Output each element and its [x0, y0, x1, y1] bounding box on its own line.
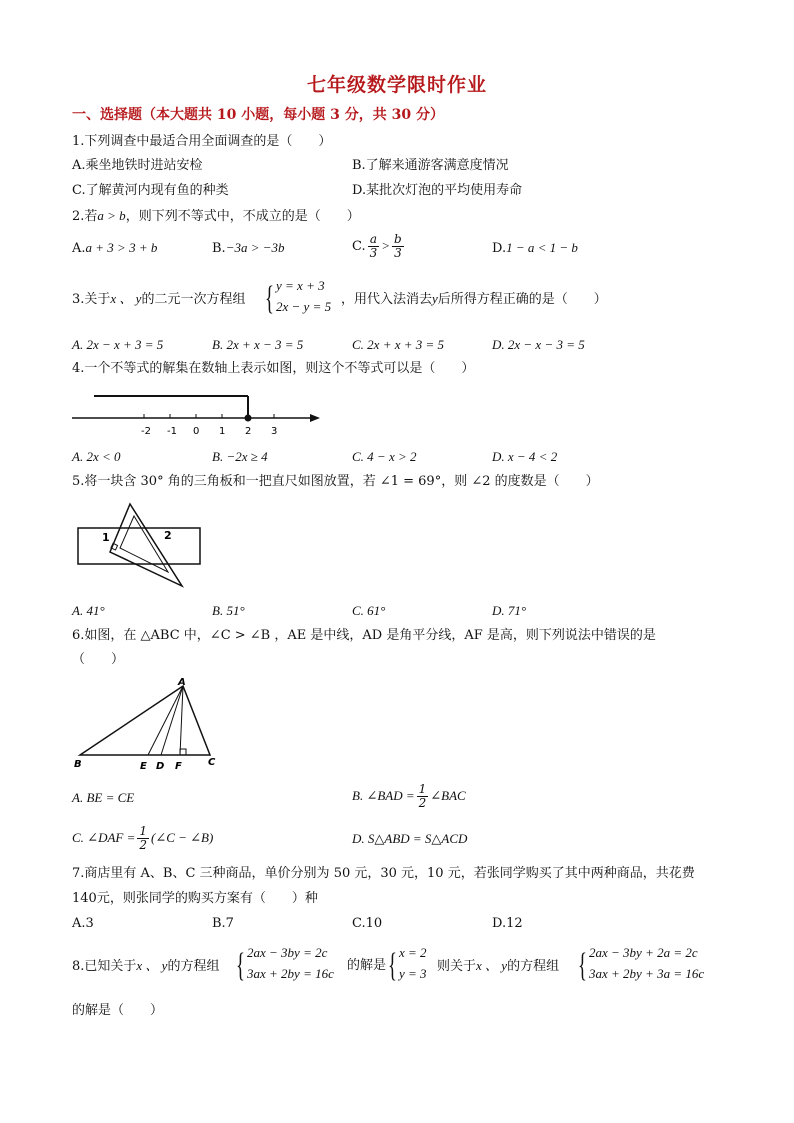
q3-eq1: y = x + 3 [276, 278, 325, 293]
bisector-ad [161, 686, 183, 755]
page-title: 七年级数学限时作业 [306, 74, 487, 96]
q3-option-d: D. 2x − x − 3 = 5 [492, 337, 585, 352]
q4-option-d: D. x − 4 < 2 [492, 449, 558, 464]
q8-stem-b: 的解是 [347, 958, 387, 973]
q3-stem-b: ，用代入法消去y后所得方程正确的是（ ） [341, 291, 607, 307]
q5-option-a: A. 41° [72, 603, 105, 618]
q6-stem: 6.如图，在 △ABC 中，∠C > ∠B ，AE 是中线，AD 是角平分线，AF 是高，则下列说法中错误的是 [72, 628, 656, 643]
q1-option-c: C.了解黄河内现有鱼的种类 [72, 183, 229, 198]
q7-option-a: A.3 [72, 916, 94, 931]
q7-stem-cont: 140元，则张同学的购买方案有（ ）种 [72, 891, 318, 906]
q5-option-c: C. 61° [352, 603, 386, 618]
tick-label: -1 [167, 426, 177, 437]
q2-option-d: D.1 − a < 1 − b [492, 240, 578, 256]
q7-stem: 7.商店里有 A、B、C 三种商品，单价分别为 50 元，30 元，10 元，若张同学购买了其中两种商品，共花费 [72, 866, 695, 881]
q7-option-d: D.12 [492, 916, 523, 931]
q6-option-a: A. BE = CE [72, 790, 135, 805]
vertex-label-c: C [208, 757, 216, 768]
q1-option-d: D.某批次灯泡的平均使用寿命 [352, 183, 523, 198]
angle-label-1: 1 [102, 531, 110, 544]
ruler-shape [78, 528, 200, 564]
q5-option-b: B. 51° [212, 603, 245, 618]
q5-option-d: D. 71° [492, 603, 527, 618]
altitude-af [180, 686, 183, 755]
triangle-abc-figure [72, 676, 232, 772]
point-label-e: E [140, 761, 147, 772]
number-line-figure [72, 388, 327, 440]
q5-stem: 5.将一块含 30° 角的三角板和一把直尺如图放置，若 ∠1 = 69°，则 ∠2 的度数是（ ） [72, 474, 599, 489]
q6-option-c: C. ∠DAF = $\frac{1}{2}$ (∠C − ∠B) [72, 824, 214, 852]
tick-label: 2 [245, 426, 252, 437]
q3-option-a: A. 2x − x + 3 = 5 [72, 337, 164, 352]
ruler-triangle-figure [72, 500, 207, 592]
q6-option-b: B. ∠BAD = $\frac{1}{2}$ ∠BAC [352, 782, 466, 810]
tick-label: 3 [271, 426, 278, 437]
q2-stem-pre: 2.若 [72, 209, 98, 224]
q2-stem [72, 208, 360, 225]
q3-option-b: B. 2x + x − 3 = 5 [212, 337, 304, 352]
tick-label: 0 [193, 426, 200, 437]
q3-option-c: C. 2x + x + 3 = 5 [352, 337, 445, 352]
q4-option-a: A. 2x < 0 [72, 449, 121, 464]
vertex-label-a: A [178, 677, 186, 688]
point-label-d: D [156, 761, 165, 772]
tick-label: 1 [219, 426, 226, 437]
q1-option-b: B.了解来通游客满意度情况 [352, 158, 509, 173]
angle-label-2: 2 [164, 529, 172, 542]
q7-option-b: B.7 [212, 916, 234, 931]
triangle-abc [80, 686, 210, 755]
q3-eq2: 2x − y = 5 [276, 299, 332, 314]
vertex-label-b: B [74, 759, 82, 770]
number-line-arrow [310, 414, 320, 422]
q1-stem: 1.下列调查中最适合用全面调查的是（ ） [72, 134, 332, 149]
q4-stem: 4.一个不等式的解集在数轴上表示如图，则这个不等式可以是（ ） [72, 361, 475, 376]
q8-stem-a: 8.已知关于x 、 y的方程组 [72, 958, 220, 974]
q1-option-a: A.乘坐地铁时进站安检 [72, 158, 203, 173]
median-ae [148, 686, 183, 755]
q8-stem-c: 则关于x 、 y的方程组 [437, 958, 560, 974]
q2-stem-post: ，则下列不等式中，不成立的是（ ） [125, 209, 360, 224]
q6-stem-cont: （ ） [72, 652, 125, 667]
q4-option-b: B. −2x ≥ 4 [212, 449, 268, 464]
q3-stem-a: 3.关于x 、 y的二元一次方程组 [72, 291, 246, 307]
tick-label: -2 [141, 426, 151, 437]
q4-option-c: C. 4 − x > 2 [352, 449, 417, 464]
point-label-f: F [175, 761, 182, 772]
q2-option-c: C. $\frac{a}{3}$ > $\frac{b}{3}$ [352, 232, 402, 260]
q2-option-b: B.−3a > −3b [212, 240, 285, 256]
q2-option-a: A.a + 3 > 3 + b [72, 240, 158, 256]
q6-option-d: D. S△ABD = S△ACD [352, 831, 468, 846]
right-angle-mark-f [180, 749, 186, 755]
q7-option-c: C.10 [352, 916, 383, 931]
q2-condition: a > b [97, 208, 126, 223]
section-heading: 一、选择题（本大题共 10 小题，每小题 3 分，共 30 分） [72, 107, 444, 123]
q8-stem-cont: 的解是（ ） [72, 1003, 164, 1018]
